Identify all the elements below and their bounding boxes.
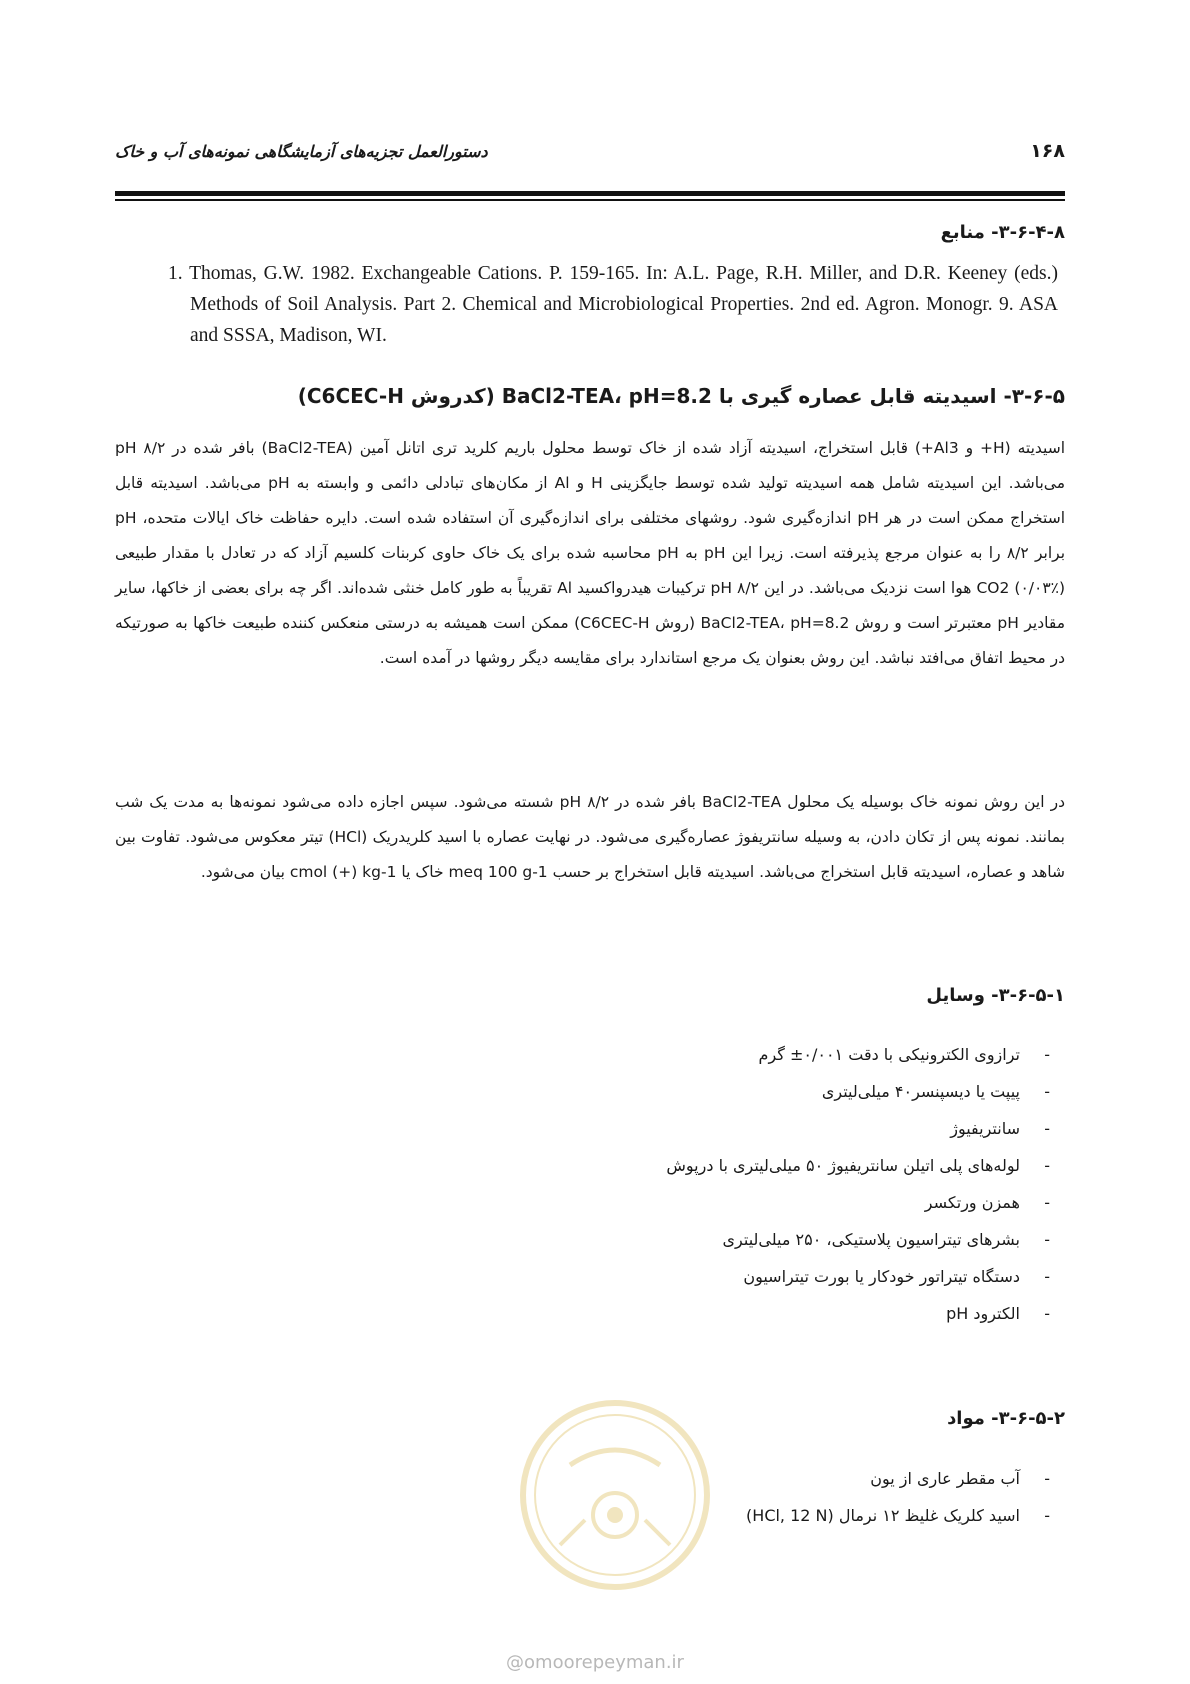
material-label: آب مقطر عاری از یون bbox=[870, 1469, 1020, 1488]
tool-label: الکترود pH bbox=[946, 1304, 1020, 1323]
page-header bbox=[115, 140, 1065, 172]
list-dash: - bbox=[1044, 1506, 1050, 1525]
list-dash: - bbox=[1044, 1267, 1050, 1286]
header-rule-thin bbox=[115, 199, 1065, 201]
list-item bbox=[666, 1073, 1050, 1110]
list-item bbox=[666, 1295, 1050, 1332]
tool-label: دستگاه تیتراتور خودکار یا بورت تیتراسیون bbox=[743, 1267, 1020, 1286]
running-title: دستورالعمل تجزیه‌های آزمایشگاهی نمونه‌های آب و خاک bbox=[115, 142, 488, 161]
list-dash: - bbox=[1044, 1119, 1050, 1138]
list-dash: - bbox=[1044, 1469, 1050, 1488]
list-dash: - bbox=[1044, 1304, 1050, 1323]
list-item bbox=[666, 1258, 1050, 1295]
tool-label: سانتریفیوژ bbox=[950, 1119, 1020, 1138]
list-item bbox=[666, 1221, 1050, 1258]
reference-list bbox=[138, 258, 1058, 351]
list-dash: - bbox=[1044, 1082, 1050, 1101]
list-dash: - bbox=[1044, 1230, 1050, 1249]
page-number: ۱۶۸ bbox=[1030, 140, 1065, 162]
list-item bbox=[666, 1147, 1050, 1184]
list-dash: - bbox=[1044, 1193, 1050, 1212]
list-item bbox=[666, 1184, 1050, 1221]
watermark-site: @omoorepeyman.ir bbox=[506, 1652, 684, 1673]
tool-label: بشرهای تیتراسیون پلاستیکی، ۲۵۰ میلی‌لیتری bbox=[722, 1230, 1020, 1249]
list-dash: - bbox=[1044, 1156, 1050, 1175]
header-rule-thick bbox=[115, 191, 1065, 196]
tool-label: ترازوی الکترونیکی با دقت ۰/۰۰۱± گرم bbox=[758, 1045, 1020, 1064]
tool-label: پیپت یا دیسپنسر۴۰ میلی‌لیتری bbox=[821, 1082, 1020, 1101]
tools-list bbox=[666, 1036, 1050, 1332]
method-description-paragraph: اسیدیته (H+ و Al3+) قابل استخراج، اسیدیته آزاد شده از خاک توسط محلول باریم کلرید تری اتانل آمین (BaCl2-TEA) بافر شده در pH ۸/۲ می‌باشد. این اسیدیته شامل همه اسیدیته تولید شده توسط جایگزینی H و Al از مکان‌های تبادلی دائمی و وابسته به pH می‌باشد. اسیدیته قابل استخراج ممکن است در هر pH اندازه‌گیری شود. روشهای مختلفی برای اندازه‌گیری آن استفاده شده است. دایره حفاظت خاک ایالات متحده، pH برابر ۸/۲ را به عنوان مرجع پذیرفته است. زیرا این pH به pH محاسبه شده برای یک خاک حاوی کربنات کلسیم آزاد که در تعادل با مقدار طبیعی CO2 (۰/۰۳٪) هوا است نزدیک می‌باشد. در این pH ۸/۲ ترکیبات هیدرواکسید Al تقریباً به طور کامل خنثی شده‌اند. اگر چه برای بعضی از خاکها، سایر مقادیر pH معتبرتر است و روش BaCl2-TEA، pH=8.2 (روش C6CEC-H) ممکن است همیشه به درستی منعکس کننده طبیعت خاکها به صورتیکه در محیط اتفاق می‌افتد نباشد. این روش بعنوان یک مرجع استاندارد برای مقایسه دیگر روشها در آمده است. bbox=[115, 439, 1066, 667]
list-item bbox=[746, 1460, 1050, 1497]
sources-heading: ۳-۶-۴-۸- منابع bbox=[940, 222, 1065, 243]
list-item bbox=[666, 1110, 1050, 1147]
tool-label: همزن ورتکسر bbox=[924, 1193, 1020, 1212]
tool-label: لوله‌های پلی اتیلن سانتریفیوژ ۵۰ میلی‌لیتری با درپوش bbox=[666, 1156, 1020, 1175]
tools-heading: ۳-۶-۵-۱- وسایل bbox=[926, 985, 1065, 1006]
reference-item: 1. Thomas, G.W. 1982. Exchangeable Cations. P. 159-165. In: A.L. Page, R.H. Miller, and D.R. Keeney (eds.) Methods of Soil Analysis. Part 2. Chemical and Microbiological Properties. 2nd ed. Agron. Monogr. 9. ASA and SSSA, Madison, WI. bbox=[168, 263, 1058, 346]
material-label: اسید کلریک غلیظ ۱۲ نرمال (HCl, 12 N) bbox=[746, 1506, 1020, 1525]
seal-logo-icon bbox=[515, 1395, 715, 1595]
acidity-section-heading: ۳-۶-۵- اسیدیته قابل عصاره گیری با BaCl2-TEA، pH=8.2 (کدروش C6CEC-H) bbox=[297, 384, 1065, 408]
materials-list bbox=[746, 1460, 1050, 1534]
list-item bbox=[746, 1497, 1050, 1534]
list-dash: - bbox=[1044, 1045, 1050, 1064]
materials-heading: ۳-۶-۵-۲- مواد bbox=[947, 1408, 1065, 1429]
procedure-paragraph: در این روش نمونه خاک بوسیله یک محلول BaCl2-TEA بافر شده در pH ۸/۲ شسته می‌شود. سپس اجازه داده می‌شود نمونه‌ها به مدت یک شب بمانند. نمونه پس از تکان دادن، به وسیله سانتریفوژ عصاره‌گیری می‌شود. در نهایت عصاره با اسید کلریدریک (HCl) تیتر معکوس می‌شود. تفاوت بین شاهد و عصاره، اسیدیته قابل استخراج می‌باشد. اسیدیته قابل استخراج بر حسب meq 100 g-1 خاک یا cmol (+) kg-1 بیان می‌شود. bbox=[115, 793, 1065, 881]
list-item bbox=[666, 1036, 1050, 1073]
